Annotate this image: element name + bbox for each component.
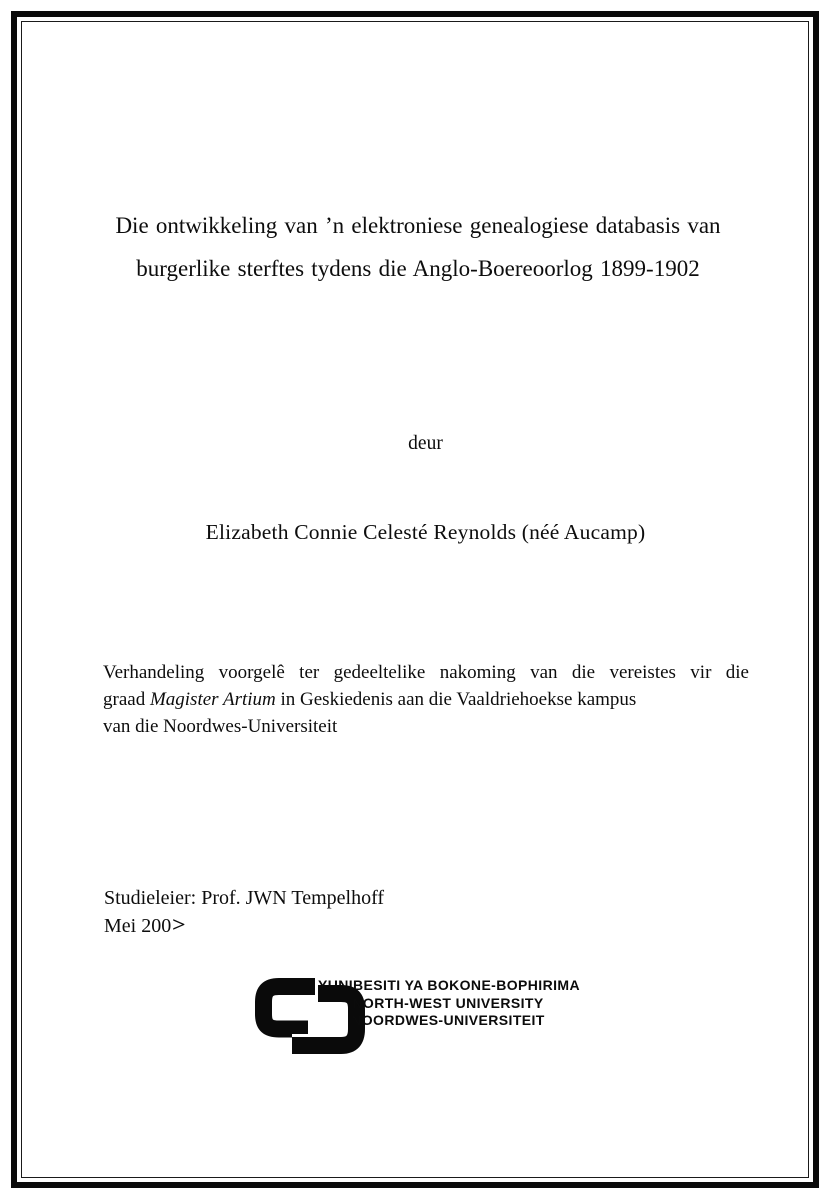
date-line xyxy=(104,912,711,940)
logo-text-afrikaans: NOORDWES-UNIVERSITEIT xyxy=(351,1012,545,1028)
thesis-title xyxy=(60,204,776,290)
university-logo-text xyxy=(318,977,578,1030)
logo-text-english: NORTH-WEST UNIVERSITY xyxy=(352,994,544,1011)
logo-text-setswana: YUNIBESITI YA BOKONE-BOPHIRIMA xyxy=(318,977,580,993)
degree-statement-line3: van die Noordwes-Universiteit xyxy=(103,716,338,737)
degree-statement-line2 xyxy=(103,686,749,713)
degree-name: Magister Artium xyxy=(149,689,276,710)
date-seven-glyph: > xyxy=(172,913,186,937)
supervisor-line: Studieleier: Prof. JWN Tempelhoff xyxy=(104,887,385,909)
degree-statement-line2-pre: graad xyxy=(103,689,150,710)
degree-statement-line2-post: in Geskiedenis aan die Vaaldriehoekse kampus xyxy=(275,689,637,710)
date-prefix: Mei 200 xyxy=(104,915,172,937)
degree-statement xyxy=(103,659,749,740)
byline-label: deur xyxy=(408,433,443,454)
degree-statement-line1: Verhandeling voorgelê ter gedeeltelike nakoming van die vereistes vir die xyxy=(103,662,749,683)
thesis-title-line1: Die ontwikkeling van ’n elektroniese genealogiese databasis van xyxy=(115,213,721,238)
author-name: Elizabeth Connie Celesté Reynolds (néé Aucamp) xyxy=(205,520,646,544)
university-logo xyxy=(255,976,585,1056)
supervisor-block xyxy=(104,884,711,940)
thesis-title-line2: burgerlike sterftes tydens die Anglo-Boereoorlog 1899-1902 xyxy=(136,256,700,281)
